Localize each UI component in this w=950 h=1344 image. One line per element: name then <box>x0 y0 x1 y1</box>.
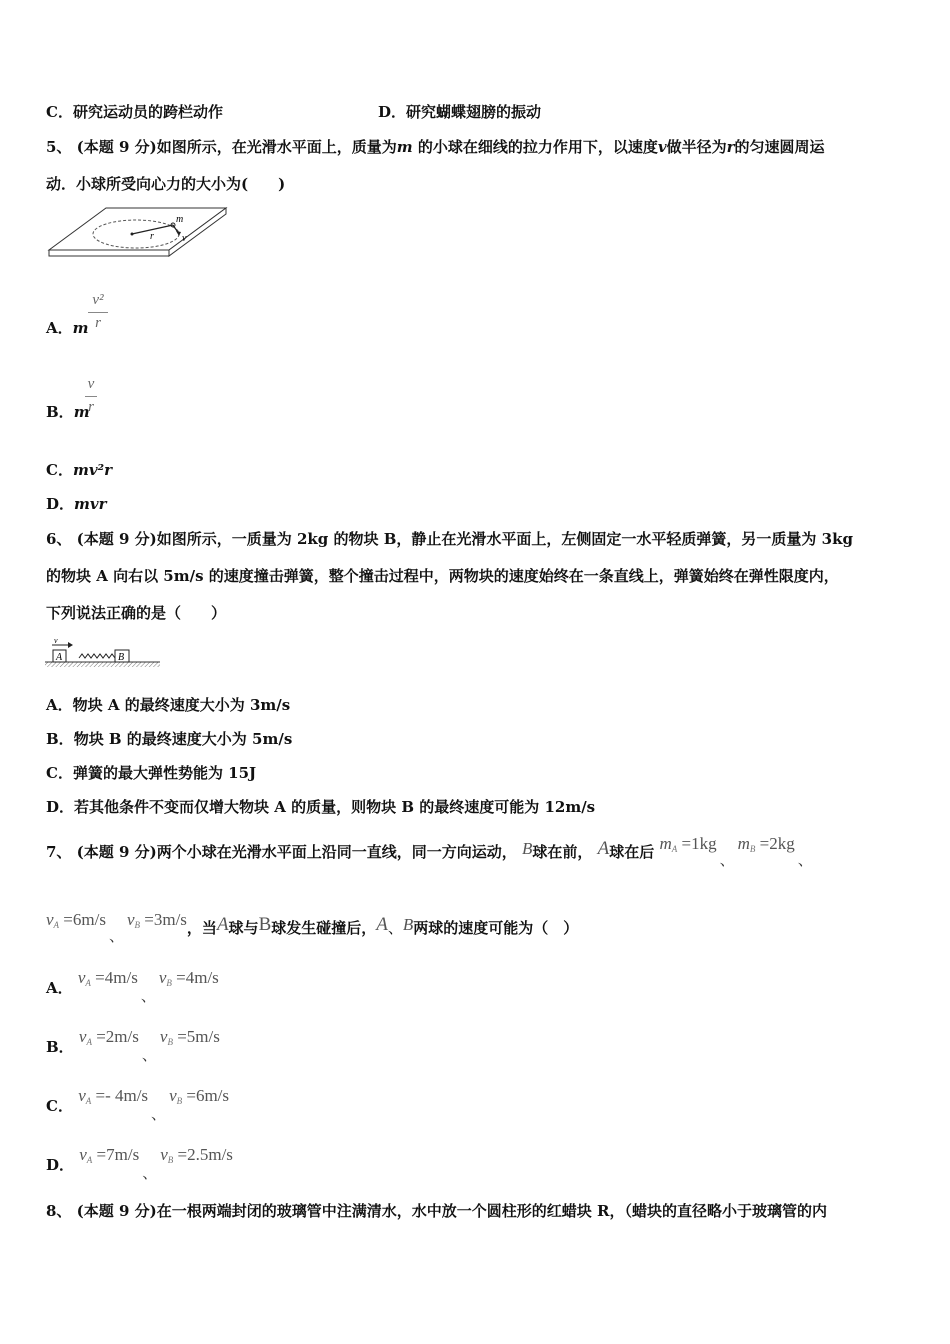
q5-var-m: m <box>396 138 413 156</box>
eq-value: =5m/s <box>177 1027 220 1046</box>
option-vb <box>169 1086 229 1105</box>
option-label: C． <box>46 764 73 782</box>
option-va <box>78 968 138 987</box>
q8-score: (本题 9 分) <box>76 1202 157 1220</box>
q5-text: 如图所示，在光滑水平面上，质量为 <box>156 138 397 156</box>
option-va <box>79 1145 139 1164</box>
figure-label-r: r <box>150 231 154 242</box>
eq-subscript: A <box>53 920 60 930</box>
mass-b-equation <box>738 834 795 853</box>
q6-text: 如图所示，一质量为 2kg 的物块 B，静止在光滑水平面上，左侧固定一水平轻质弹簧，另一质量为 3kg <box>156 530 853 548</box>
q5-option-a-fraction <box>88 292 108 332</box>
eq-subscript: B <box>749 844 756 854</box>
q7-text: 球与 <box>228 919 259 937</box>
q6-number: 6、 <box>46 530 72 548</box>
q5-option-b[interactable] <box>46 402 90 422</box>
option-expr: mvr <box>74 495 107 513</box>
ball-a-symbol: A <box>597 838 610 859</box>
q8-number: 8、 <box>46 1202 72 1220</box>
q5-option-d[interactable] <box>46 494 107 514</box>
option-text: 物块 B 的最终速度大小为 5m/s <box>73 730 293 748</box>
eq-subscript: A <box>85 1096 92 1106</box>
eq-subscript: B <box>167 1155 174 1165</box>
eq-value: =2m/s <box>96 1027 139 1046</box>
fraction-numerator: v² <box>92 292 104 308</box>
q5-text: 的匀速圆周运 <box>734 138 825 156</box>
velocity-b-equation <box>127 910 187 929</box>
eq-value: =7m/s <box>96 1145 140 1164</box>
eq-value: =6m/s <box>186 1086 230 1105</box>
prev-option-c: C．研究运动员的跨栏动作 <box>46 103 223 121</box>
option-label: D． <box>46 495 75 513</box>
option-expr: mv²r <box>72 461 113 479</box>
figure-label-v: v <box>182 233 187 244</box>
figure-label-b: B <box>118 652 125 663</box>
q6-option-a[interactable] <box>46 695 290 715</box>
eq-symbol: v <box>78 1086 86 1105</box>
fraction-bar <box>88 312 108 313</box>
q5-text: 的小球在细线的拉力作用下，以速度 <box>417 138 658 156</box>
eq-symbol: v <box>79 1145 87 1164</box>
figure-label-m: m <box>176 214 184 225</box>
separator: 、 <box>387 919 403 937</box>
eq-symbol: v <box>78 1027 87 1046</box>
eq-subscript: B <box>134 920 141 930</box>
option-label: B． <box>46 730 74 748</box>
eq-value: =3m/s <box>144 910 187 929</box>
option-label: A． <box>46 696 73 714</box>
ball-b-symbol: B <box>258 914 272 935</box>
q5-var-r: r <box>726 138 735 156</box>
q8-stem-line1 <box>46 1201 827 1221</box>
q6-option-d[interactable] <box>46 797 595 817</box>
option-label: A． <box>46 979 73 997</box>
eq-value: =4m/s <box>176 968 219 987</box>
eq-symbol: m <box>659 834 672 853</box>
q5-stem-line1 <box>46 137 825 157</box>
option-va <box>79 1027 139 1046</box>
q7-number: 7、 <box>46 843 72 861</box>
figure-label-a: A <box>56 652 63 663</box>
eq-symbol: v <box>77 968 86 987</box>
option-label: A． <box>46 319 73 337</box>
q7-option-d[interactable] <box>46 1145 233 1182</box>
figure-label-v: v <box>54 636 58 645</box>
q6-figure-spring-blocks <box>44 636 162 674</box>
fraction-denominator: r <box>95 315 101 331</box>
mass-a-equation <box>660 834 717 853</box>
q7-text: 两个小球在光滑水平面上沿同一直线，同一方向运动， <box>156 843 517 861</box>
separator: 、 <box>151 1105 167 1123</box>
q7-stem-line2 <box>46 910 579 945</box>
q5-text: 做半径为 <box>666 138 727 156</box>
eq-value: =- 4m/s <box>95 1086 149 1105</box>
q5-var-v: v <box>657 138 667 156</box>
eq-symbol: v <box>46 910 54 929</box>
eq-value: =2kg <box>759 834 795 853</box>
eq-subscript: A <box>86 1155 93 1165</box>
q7-score: (本题 9 分) <box>76 843 157 861</box>
option-text: 弹簧的最大弹性势能为 15J <box>72 764 257 782</box>
option-vb <box>160 1027 220 1046</box>
q7-text: 球在前， <box>532 843 593 861</box>
q6-stem-line2: 的物块 A 向右以 5m/s 的速度撞击弹簧，整个撞击过程中，两物块的速度始终在一条直线上，弹簧始终在弹性限度内， <box>46 567 839 585</box>
option-label: D． <box>46 1156 75 1174</box>
eq-subscript: A <box>86 1037 92 1047</box>
q7-option-b[interactable] <box>46 1027 220 1064</box>
eq-value: =6m/s <box>63 910 106 929</box>
q6-score: (本题 9 分) <box>76 530 157 548</box>
fraction-numerator: v <box>87 376 95 392</box>
eq-subscript: A <box>85 978 91 988</box>
q5-option-b-fraction <box>85 376 97 416</box>
q8-text: 在一根两端封闭的玻璃管中注满清水，水中放一个圆柱形的红蜡块 R，（蜡块的直径略小于玻璃管的内 <box>156 1202 827 1220</box>
option-va <box>78 1086 148 1105</box>
eq-symbol: v <box>169 1086 177 1105</box>
eq-value: =4m/s <box>95 968 138 987</box>
eq-subscript: B <box>176 1096 183 1106</box>
ball-b-symbol: B <box>402 915 414 934</box>
q5-figure-circular-motion <box>46 204 231 270</box>
q5-stem-line2: 动．小球所受向心力的大小为( ) <box>46 175 286 193</box>
eq-value: =2.5m/s <box>177 1145 233 1164</box>
option-prefix: m <box>72 319 89 337</box>
option-label: C． <box>46 1097 73 1115</box>
q5-option-c[interactable] <box>46 460 112 480</box>
separator: 、 <box>141 1046 157 1064</box>
eq-symbol: v <box>160 1145 168 1164</box>
q7-text: ，当 <box>186 919 217 937</box>
q6-option-c[interactable] <box>46 763 256 783</box>
eq-value: =1kg <box>681 834 717 853</box>
q7-text: 球在后 <box>609 843 655 861</box>
eq-symbol: m <box>737 834 750 853</box>
eq-subscript: B <box>166 978 172 988</box>
q7-text: 球发生碰撞后， <box>271 919 377 937</box>
eq-subscript: A <box>671 844 678 854</box>
separator: 、 <box>142 1164 158 1182</box>
ball-b-symbol: B <box>522 839 533 858</box>
eq-symbol: v <box>159 1027 168 1046</box>
q5-score: (本题 9 分) <box>76 138 157 156</box>
option-label: B． <box>46 1038 74 1056</box>
prev-option-d: D．研究蝴蝶翅膀的振动 <box>378 103 542 121</box>
option-vb <box>159 968 219 987</box>
eq-symbol: v <box>126 910 135 929</box>
option-text: 物块 A 的最终速度大小为 3m/s <box>72 696 291 714</box>
eq-symbol: v <box>158 968 167 987</box>
option-label: B． <box>46 403 74 421</box>
option-prefix: m <box>73 403 90 421</box>
q7-option-c[interactable] <box>46 1086 230 1123</box>
fraction-denominator: r <box>88 399 94 415</box>
q5-number: 5、 <box>46 138 72 156</box>
option-text: 若其他条件不变而仅增大物块 A 的质量，则物块 B 的最终速度可能为 12m/s <box>74 798 596 816</box>
separator: 、 <box>140 987 156 1005</box>
separator: 、 <box>719 851 735 869</box>
eq-subscript: B <box>167 1037 173 1047</box>
separator: 、 <box>797 851 813 869</box>
q7-text: 两球的速度可能为（ ） <box>413 919 579 937</box>
velocity-a-equation <box>46 910 106 929</box>
q6-stem-line1 <box>46 529 853 549</box>
fraction-bar <box>85 396 97 397</box>
separator: 、 <box>108 927 124 945</box>
option-label: D． <box>46 798 75 816</box>
q7-stem-line1 <box>46 834 816 869</box>
ball-a-symbol: A <box>376 914 388 935</box>
q5-option-a[interactable] <box>46 318 89 338</box>
option-label: C． <box>46 461 73 479</box>
q6-stem-line3: 下列说法正确的是（ ） <box>46 604 227 622</box>
ball-a-symbol: A <box>216 914 229 935</box>
q7-option-a[interactable] <box>46 968 219 1005</box>
option-vb <box>160 1145 233 1164</box>
q6-option-b[interactable] <box>46 729 292 749</box>
